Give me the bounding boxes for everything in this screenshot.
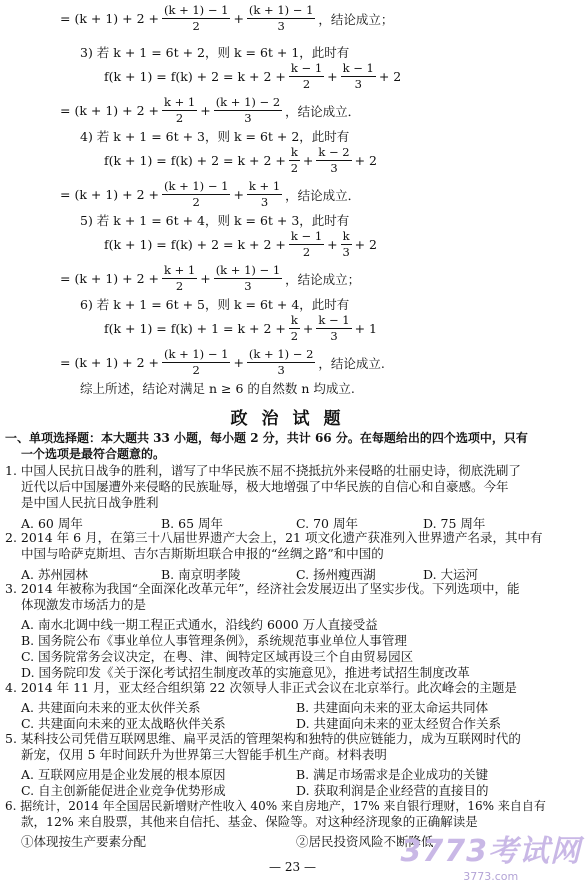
question-1-option-a: A. 60 周年 xyxy=(21,516,83,531)
question-1-line-3: 是中国人民抗日战争胜利 xyxy=(21,495,159,510)
page-number: — 23 — xyxy=(269,860,316,874)
question-3-line-1: 3. 2014 年被称为我国“全面深化改革元年”，经济社会发展迈出了坚实步伐。下列选项中，能 xyxy=(5,581,520,596)
math-line-6b: = (k + 1) + 2 + $\frac{(k + 1) - 1}{2}$ + $\frac{(k + 1) - 2}{3}$ ，结论成立. xyxy=(60,347,385,377)
question-6-line-2: 款，12% 来自股票，其他来自信托、基金、保险等。对这种经济现象的正确解读是 xyxy=(21,814,478,829)
question-2-option-a: A. 苏州园林 xyxy=(21,567,88,582)
question-3-line-2: 体现激发市场活力的是 xyxy=(21,597,147,612)
question-2-option-b: B. 南京明孝陵 xyxy=(161,567,241,582)
question-2-line-1: 2. 2014 年 6 月，在第三十八届世界遗产大会上，21 项文化遗产获准列入世界遗产名录，其中有 xyxy=(5,530,543,545)
summary-line: 综上所述，结论对满足 n ≥ 6 的自然数 n 均成立. xyxy=(80,381,355,396)
question-6-option-2: ②居民投资风险不断降低 xyxy=(296,834,434,849)
question-4-option-c: C. 共建面向未来的亚太战略伙伴关系 xyxy=(21,716,226,731)
math-line-4a: f(k + 1) = f(k) + 2 = k + 2 + $\frac{k}{2}$ + $\frac{k - 2}{3}$ + 2 xyxy=(104,145,377,175)
question-1-option-d: D. 75 周年 xyxy=(423,516,486,531)
watermark-url: 3773.com xyxy=(463,870,519,883)
watermark-logo xyxy=(401,826,582,883)
question-1-line-1: 1. 中国人民抗日战争的胜利，谱写了中华民族不屈不挠抵抗外来侵略的壮丽史诗，彻底洗刷了 xyxy=(5,463,521,478)
question-1-option-b: B. 65 周年 xyxy=(161,516,224,531)
math-line-4b: = (k + 1) + 2 + $\frac{(k + 1) - 1}{2}$ + $\frac{k + 1}{3}$ ，结论成立． xyxy=(60,179,361,209)
question-1-option-c: C. 70 周年 xyxy=(296,516,358,531)
question-5-option-c: C. 自主创新能促进企业竞争优势形成 xyxy=(21,783,226,798)
math-line-5b: = (k + 1) + 2 + $\frac{k + 1}{2}$ + $\frac{(k + 1) - 1}{3}$ ，结论成立； xyxy=(60,263,361,293)
question-3-option-a: A. 南水北调中线一期工程正式通水，沿线约 6000 万人直接受益 xyxy=(21,617,378,632)
case-4-line: 4) 若 k + 1 = 6t + 3，则 k = 6t + 2，此时有 xyxy=(80,129,350,144)
question-2-option-c: C. 扬州瘦西湖 xyxy=(296,567,376,582)
question-4-option-a: A. 共建面向未来的亚太伙伴关系 xyxy=(21,700,201,715)
case-3-line: 3) 若 k + 1 = 6t + 2，则 k = 6t + 1，此时有 xyxy=(80,45,350,60)
question-6-line-1: 6. 据统计，2014 年全国居民新增财产性收入 40% 来自房地产，17% 来自银行理财，16% 来自自有 xyxy=(5,799,546,813)
question-6-option-1: ①体现按生产要素分配 xyxy=(21,834,147,849)
question-4-option-d: D. 共建面向未来的亚太经贸合作关系 xyxy=(296,716,502,731)
section-heading-line-2: 一个选项是最符合题意的。 xyxy=(21,447,166,461)
question-4-line-1: 4. 2014 年 11 月，亚太经合组织第 22 次领导人非正式会议在北京举行。此次峰会的主题是 xyxy=(5,680,517,695)
math-line-3b: = (k + 1) + 2 + $\frac{k + 1}{2}$ + $\frac{(k + 1) - 2}{3}$ ，结论成立． xyxy=(60,95,361,125)
question-4-option-b: B. 共建面向未来的亚太命运共同体 xyxy=(296,700,489,715)
question-5-option-a: A. 互联网应用是企业发展的根本原因 xyxy=(21,767,226,782)
question-5-option-d: D. 获取利润是企业经营的直接目的 xyxy=(296,783,489,798)
math-line-5a: f(k + 1) = f(k) + 2 = k + 2 + $\frac{k - 1}{2}$ + $\frac{k}{3}$ + 2 xyxy=(104,229,377,259)
question-1-line-2: 近代以后中国屡遭外来侵略的民族耻辱，极大地增强了中华民族的自信心和自豪感。今年 xyxy=(21,479,509,494)
page-title: 政治试题 xyxy=(230,409,355,429)
question-2-option-d: D. 大运河 xyxy=(423,567,479,582)
math-line-1: = (k + 1) + 2 + $\frac{(k + 1) - 1}{2}$ + $\frac{(k + 1) - 1}{3}$ ，结论成立； xyxy=(60,3,394,33)
question-3-option-d: D. 国务院印发《关于深化考试招生制度改革的实施意见》，推进考试招生制度改革 xyxy=(21,665,470,680)
math-line-3a: f(k + 1) = f(k) + 2 = k + 2 + $\frac{k - 1}{2}$ + $\frac{k - 1}{3}$ + 2 xyxy=(104,61,402,91)
question-5-line-2: 新宠，仅用 5 年时间跃升为世界第三大智能手机生产商。材料表明 xyxy=(21,747,387,762)
case-6-line: 6) 若 k + 1 = 6t + 5，则 k = 6t + 4，此时有 xyxy=(80,297,350,312)
section-heading-line-1: 一、单项选择题：本大题共 33 小题，每小题 2 分，共计 66 分。在每题给出的四个选项中，只有 xyxy=(5,431,528,445)
watermark-text: 3773考试网 xyxy=(400,834,581,869)
math-line-6a: f(k + 1) = f(k) + 1 = k + 2 + $\frac{k}{2}$ + $\frac{k - 1}{3}$ + 1 xyxy=(104,313,377,343)
question-3-option-b: B. 国务院公布《事业单位人事管理条例》，系统规范事业单位人事管理 xyxy=(21,633,407,648)
question-5-line-1: 5. 某科技公司凭借互联网思维、扁平灵活的管理架构和独特的供应链能力，成为互联网时代的 xyxy=(5,731,521,746)
question-5-option-b: B. 满足市场需求是企业成功的关键 xyxy=(296,767,489,782)
case-5-line: 5) 若 k + 1 = 6t + 4，则 k = 6t + 3，此时有 xyxy=(80,213,350,228)
question-3-option-c: C. 国务院常务会议决定，在粤、津、闽特定区域再设三个自由贸易园区 xyxy=(21,649,414,664)
question-2-line-2: 中国与哈萨克斯坦、吉尔吉斯斯坦联合申报的“丝绸之路”和中国的 xyxy=(21,546,384,561)
